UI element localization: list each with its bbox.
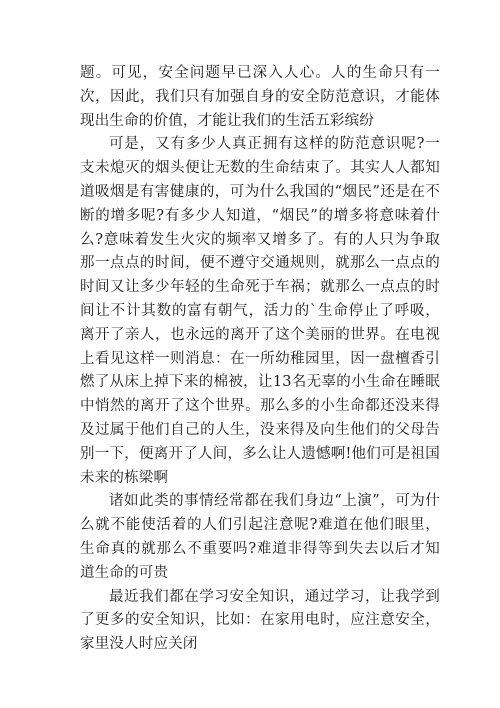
document-body [80, 62, 440, 657]
paragraph-1: 题。可见，安全问题早已深入人心。人的生命只有一次，因此，我们只有加强自身的安全防范意识，才能体现出生命的价值，才能让我们的生活五彩缤纷 [80, 65, 440, 129]
paragraph-3: 诸如此类的事情经常都在我们身边“上演”，可为什么就不能使活着的人们引起注意呢?难道在他们眼里，生命真的就那么不重要吗?难道非得等到失去以后才知道生命的可贵 [80, 493, 440, 581]
paragraph-4: 最近我们都在学习安全知识，通过学习，让我学到了更多的安全知识，比如：在家用电时，应注意安全，家里没人时应关闭 [80, 588, 440, 653]
paragraph-2: 可是，又有多少人真正拥有这样的防范意识呢?一支未熄灭的烟头便让无数的生命结束了。其实人人都知道吸烟是有害健康的，可为什么我国的“烟民”还是在不断的增多呢?有多少人知道，“烟民”的增多将意味着什么?意味着发生火灾的频率又增多了。有的人只为争取那一点点的时间，便不遵守交通规则，就那么一点点的时间又让多少年轻的生命死于车祸；就那么一点点的时间让不计其数的富有朝气，活力的`生命停止了呼吸，离开了亲人，也永远的离开了这个美丽的世界。在电视上看见这样一则消息：在一所幼稚园里，因一盘檀香引燃了从床上掉下来的棉被，让13名无辜的小生命在睡眠中悄然的离开了这个世界。那么多的小生命都还没来得及过属于他们自己的人生，没来得及向生他们的父母告别一下，便离开了人间，多么让人遗憾啊!他们可是祖国未来的栋梁啊 [80, 136, 440, 486]
